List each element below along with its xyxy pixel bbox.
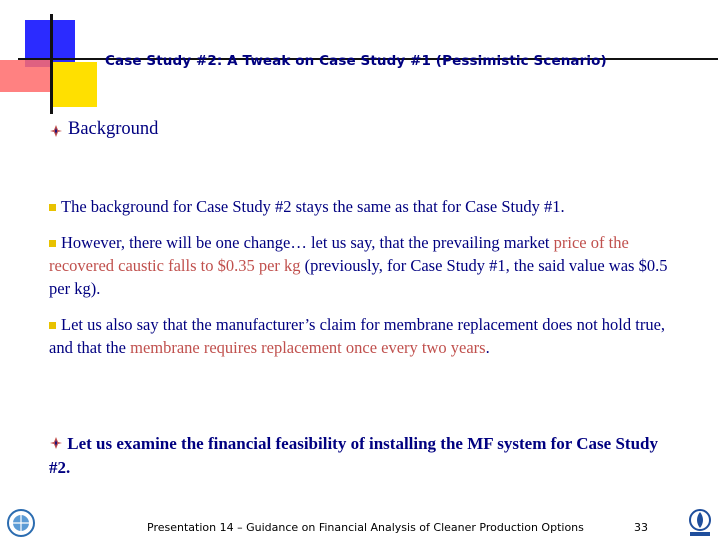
unido-logo-icon — [6, 508, 36, 538]
arrow-bullet-icon — [49, 436, 63, 450]
bullet-item-3 — [49, 313, 669, 359]
heading-examine-label: Let us examine the financial feasibility of installing the MF system for Case Study #2. — [49, 434, 658, 477]
bullet-item-3-text-a: Let us also say that the manufacturer’s claim for membrane replacement does not hold true, and that the — [49, 315, 666, 357]
bullet-item-2-highlight: price of the recovered caustic falls to $0.35 per kg — [49, 233, 629, 275]
heading-background — [49, 119, 158, 140]
decor-yellow-square — [52, 62, 97, 107]
decor-red-square — [0, 60, 50, 92]
bullet-item-2-text-a: However, there will be one change… let us say, that the prevailing market — [61, 233, 554, 252]
bullet-item-3-highlight: membrane requires replacement once every two years — [130, 338, 486, 357]
unep-logo-icon — [686, 508, 714, 538]
square-bullet-icon — [49, 204, 56, 211]
bullet-item-3-text-b: . — [485, 338, 490, 357]
bullet-item-2-text-b: (previously, for Case Study #1, the said value was $0.5 per kg). — [49, 256, 668, 298]
square-bullet-icon — [49, 240, 56, 247]
footer-text: Presentation 14 – Guidance on Financial Analysis of Cleaner Production Options — [147, 521, 584, 534]
arrow-bullet-icon — [49, 124, 63, 138]
slide-title: Case Study #2: A Tweak on Case Study #1 (Pessimistic Scenario) — [105, 53, 607, 69]
square-bullet-icon — [49, 322, 56, 329]
page-number: 33 — [634, 521, 648, 534]
bullet-item-1-text: The background for Case Study #2 stays the same as that for Case Study #1. — [61, 197, 565, 216]
bullet-item-1 — [49, 195, 669, 218]
bullet-item-2 — [49, 231, 669, 300]
decor-vertical-line — [50, 14, 53, 114]
heading-examine-text — [49, 432, 674, 480]
heading-examine — [49, 432, 674, 480]
heading-background-label: Background — [68, 119, 159, 139]
